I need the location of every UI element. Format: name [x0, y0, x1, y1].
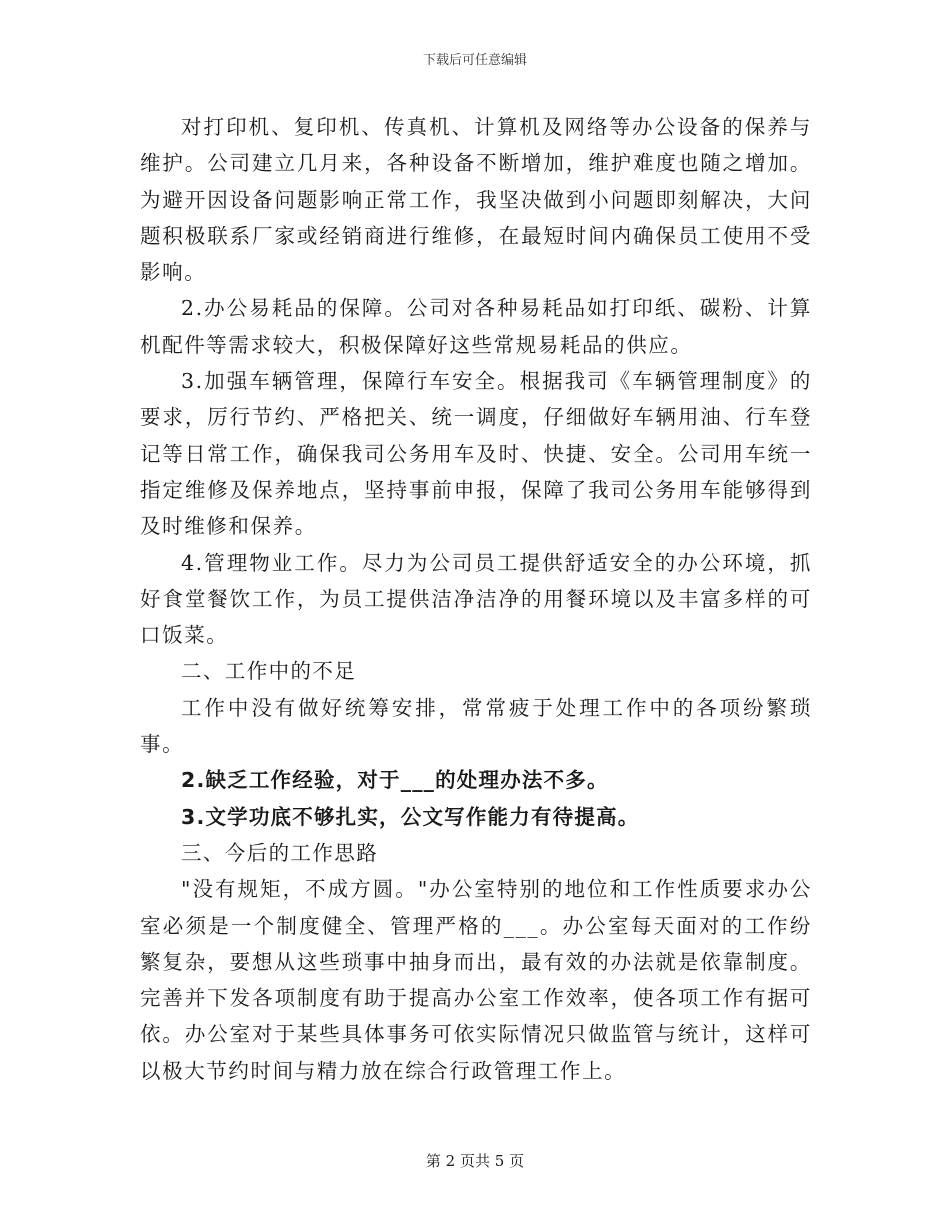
paragraph-shortcoming-2: 2.缺乏工作经验，对于___的处理办法不多。	[181, 768, 609, 793]
paragraph-equipment-maintenance: 对打印机、复印机、传真机、计算机及网络等办公设备的保养与维护。公司建立几月来，各种设备不断增加，维护难度也随之增加。为避开因设备问题影响正常工作，我坚决做到小问题即刻解决，大问题积极联系厂家或经销商进行维修，在最短时间内确保员工使用不受影响。	[140, 115, 812, 285]
section-heading-shortcomings: 二、工作中的不足	[181, 659, 357, 684]
page-footer: 第 2 页共 5 页	[425, 1152, 525, 1170]
paragraph-consumables: 2.办公易耗品的保障。公司对各种易耗品如打印纸、碳粉、计算机配件等需求较大，积极保障好这些常规易耗品的供应。	[140, 296, 812, 357]
section-heading-future-plans: 三、今后的工作思路	[181, 840, 379, 865]
paragraph-property-management: 4.管理物业工作。尽力为公司员工提供舒适安全的办公环境，抓好食堂餐饮工作，为员工提供洁净洁净的用餐环境以及丰富多样的可口饭菜。	[140, 550, 812, 648]
page-header: 下载后可任意编辑	[422, 53, 527, 68]
paragraph-future-plans: "没有规矩，不成方圆。"办公室特别的地位和工作性质要求办公室必须是一个制度健全、管理严格的___。办公室每天面对的工作纷繁复杂，要想从这些琐事中抽身而出，最有效的办法就是依靠制度。完善并下发各项制度有助于提高办公室工作效率，使各项工作有据可依。办公室对于某些具体事务可依实际情况只做监管与统计，这样可以极大节约时间与精力放在综合行政管理工作上。	[140, 877, 812, 1083]
document-body	[140, 109, 812, 1089]
paragraph-shortcoming-3: 3.文学功底不够扎实，公文写作能力有待提高。	[181, 804, 640, 829]
paragraph-shortcoming-1: 工作中没有做好统筹安排，常常疲于处理工作中的各项纷繁琐事。	[140, 695, 812, 757]
paragraph-vehicle-management: 3.加强车辆管理，保障行车安全。根据我司《车辆管理制度》的要求，厉行节约、严格把关、统一调度，仔细做好车辆用油、行车登记等日常工作，确保我司公务用车及时、快捷、安全。公司用车统一指定维修及保养地点，坚持事前申报，保障了我司公务用车能够得到及时维修和保养。	[140, 369, 812, 539]
